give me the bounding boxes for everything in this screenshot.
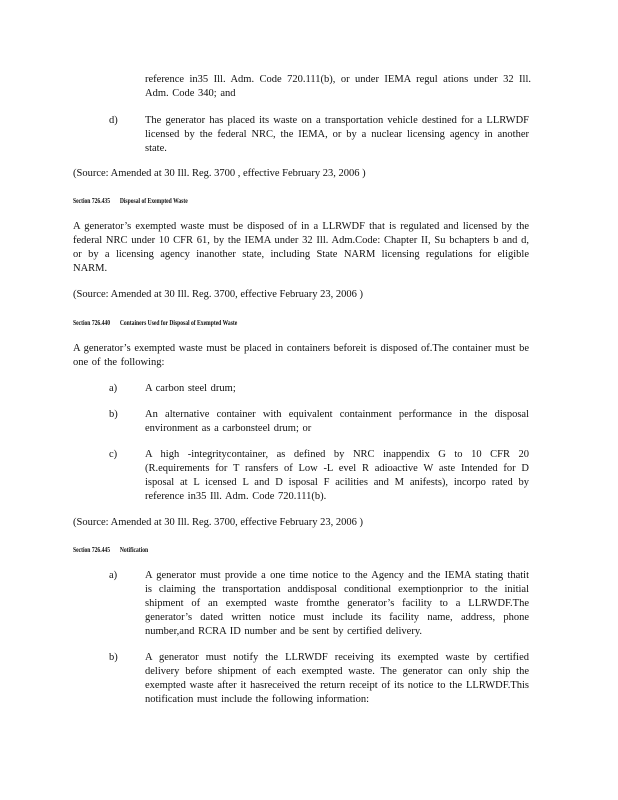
list-item-text: A generator must provide a one time notice to the Agency and the IEMA stating thatit is claiming the transportation anddisposal conditional exemptionprior to the initial shipment of an exempted waste fromthe generator’s facility to a LLRWDF.The generator’s dated written notice must include its facility name, address, phone number,and RCRA ID number and be sent by certified delivery. bbox=[145, 570, 529, 637]
list-marker: a) bbox=[109, 383, 118, 394]
source-note: (Source: Amended at 30 Ill. Reg. 3700, effective February 23, 2006 ) bbox=[73, 517, 363, 528]
section-number: Section 726.445 bbox=[73, 546, 111, 554]
section-title: Disposal of Exempted Waste bbox=[119, 197, 188, 205]
list-item-text: A high -integritycontainer, as defined by NRC inappendix G to 10 CFR 20 (R.equirements for T ransfers of Low -L evel R adioactive W aste Intended for D isposal at L icensed L and D isposal F acilities and M anifests), incorpo rated by reference in35 Ill. Adm. Code 720.111(b). bbox=[145, 449, 529, 502]
section-726-435-body: A generator’s exempted waste must be disposed of in a LLRWDF that is regulated and licensed by the federal NRC under 10 CFR 61, by the IEMA under 32 Ill. Adm.Code: Chapter II, Su bchapters b and d, or by a licensing agency inanother state, including State NARM licensing regulations for eligible NARM. bbox=[73, 221, 529, 274]
source-note: (Source: Amended at 30 Ill. Reg. 3700 , effective February 23, 2006 ) bbox=[73, 168, 366, 179]
section-heading-726-440 bbox=[73, 318, 237, 328]
list-marker: a) bbox=[109, 570, 118, 581]
list-item-text: The generator has placed its waste on a transportation vehicle destined for a LLRWDF licensed by the federal NRC, the IEMA, or by a nuclear licensing agency in another state. bbox=[145, 115, 529, 154]
section-number: Section 726.435 bbox=[73, 197, 111, 205]
source-note: (Source: Amended at 30 Ill. Reg. 3700, effective February 23, 2006 ) bbox=[73, 289, 363, 300]
list-item-d bbox=[73, 114, 533, 174]
list-marker: b) bbox=[109, 409, 118, 420]
section-number: Section 726.440 bbox=[73, 319, 111, 327]
section-726-440-body: A generator’s exempted waste must be placed in containers beforeit is disposed of.The container must be one of the following: bbox=[73, 343, 529, 368]
section-heading-726-445 bbox=[73, 545, 148, 555]
list-item-a bbox=[73, 569, 533, 641]
list-item-text: A carbon steel drum; bbox=[145, 383, 236, 394]
list-marker: b) bbox=[109, 652, 118, 663]
section-title: Notification bbox=[119, 546, 149, 554]
list-item-text: An alternative container with equivalent containment performance in the disposal environment as a carbonsteel drum; or bbox=[145, 409, 529, 434]
continuation-paragraph: reference in35 Ill. Adm. Code 720.111(b), or under IEMA regul ations under 32 Ill. Adm. Code 340; and bbox=[145, 74, 531, 99]
section-heading-726-435 bbox=[73, 196, 188, 206]
list-marker: d) bbox=[109, 115, 118, 126]
list-item-c bbox=[73, 448, 533, 508]
list-marker: c) bbox=[109, 449, 118, 460]
list-item-b bbox=[73, 651, 533, 711]
list-item-text: A generator must notify the LLRWDF receiving its exempted waste by certified delivery before shipment of each exempted waste. The generator can only ship the exempted waste after it hasreceived the return receipt of its notice to the LLRWDF.This notification must include the following information: bbox=[145, 652, 529, 705]
section-title: Containers Used for Disposal of Exempted Waste bbox=[119, 319, 238, 327]
